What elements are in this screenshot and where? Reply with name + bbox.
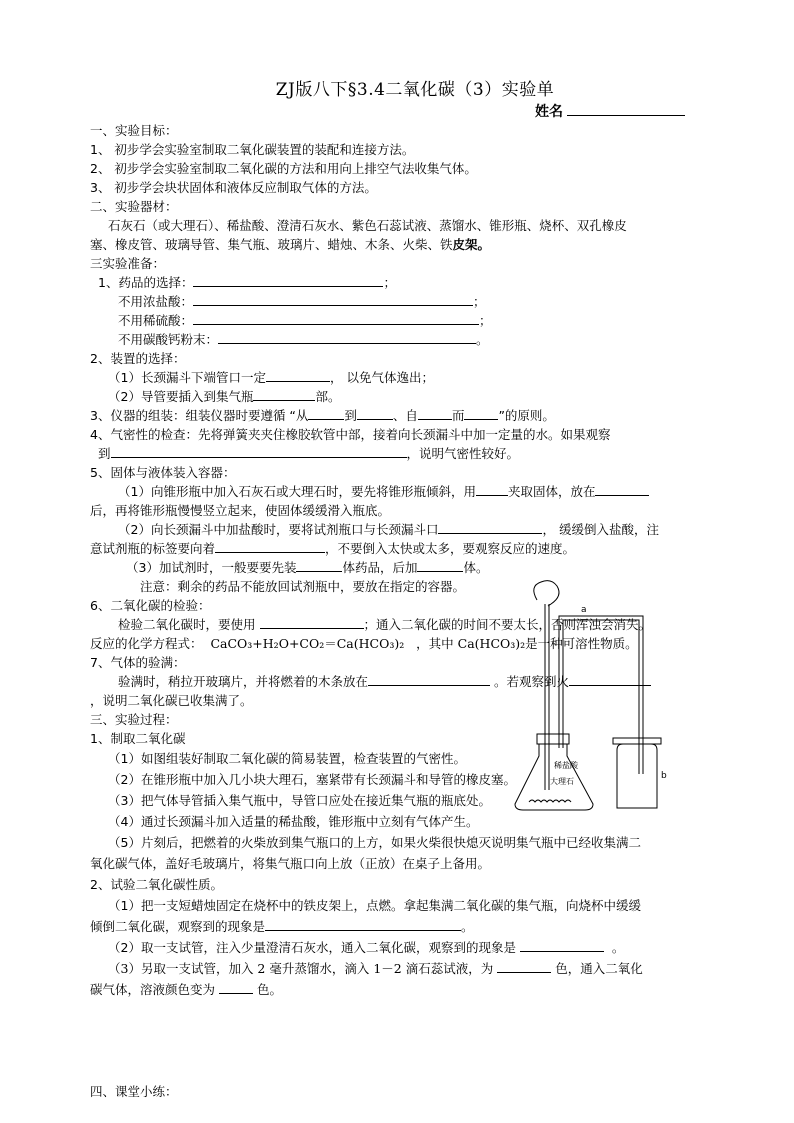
answer-blank[interactable]: [438, 520, 542, 534]
goal-item: 2、 初步学会实验室制取二氧化碳的方法和用向上排空气法收集气体。: [90, 161, 477, 176]
answer-blank[interactable]: [253, 387, 315, 401]
prep-full-2: ，说明二氧化碳已收集满了。: [90, 693, 253, 708]
prep-airtight-2: 到 ，说明气密性较好。: [98, 446, 520, 461]
section-prep-heading: 三实验准备：: [90, 256, 166, 271]
section-process-heading: 三、实验过程：: [90, 712, 178, 727]
answer-blank[interactable]: [595, 482, 649, 496]
prep-no-h2so4: 不用稀硫酸： ；: [118, 313, 492, 328]
answer-blank[interactable]: [218, 330, 476, 344]
section-practice-heading: 四、课堂小练：: [90, 1084, 178, 1099]
answer-blank[interactable]: [266, 368, 330, 382]
prep-apparatus-2: （2）导管要插入到集气瓶 部。: [108, 389, 341, 404]
section-goals-heading: 一、实验目标：: [90, 123, 178, 138]
answer-blank[interactable]: [418, 406, 452, 420]
process-step: （2）在锥形瓶中加入几小块大理石，塞紧带有长颈漏斗和导管的橡皮塞。: [108, 772, 516, 787]
equipment-line: 石灰石（或大理石）、稀盐酸、澄清石灰水、紫色石蕊试液、蒸馏水、锥形瓶、烧杯、双孔橡皮: [108, 218, 627, 233]
process-prop-3b: 碳气体，溶液颜色变为 色。: [90, 982, 282, 997]
answer-blank[interactable]: [219, 980, 253, 994]
equipment-line: 塞、橡皮管、玻璃导管、集气瓶、玻璃片、蜡烛、木条、火柴、铁皮架。: [90, 237, 491, 252]
apparatus-drawing: [515, 578, 665, 813]
name-blank[interactable]: [567, 103, 685, 116]
process-step: （1）如图组装好制取二氧化碳的简易装置，检查装置的气密性。: [108, 751, 466, 766]
funnel-top: [534, 581, 559, 606]
answer-blank[interactable]: [308, 406, 344, 420]
prep-loading-2b: 意试剂瓶的标签要向着 ，不要倒入太快或太多，要观察反应的速度。: [90, 541, 576, 556]
section-equipment-heading: 二、实验器材：: [90, 199, 178, 214]
answer-blank[interactable]: [417, 558, 463, 572]
prep-loading-label: 5、固体与液体装入容器：: [90, 465, 236, 480]
glass-plate: [613, 738, 661, 744]
prep-loading-1b: 后，再将锥形瓶慢慢竖立起来，使固体缓缓滑入瓶底。: [90, 503, 391, 518]
process-step: （4）通过长颈漏斗加入适量的稀盐酸，锥形瓶中立刻有气体产生。: [108, 814, 479, 829]
process-prop-1: （1）把一支短蜡烛固定在烧杯中的铁皮架上，点燃。拿起集满二氧化碳的集气瓶，向烧杯中缓缓: [108, 898, 641, 913]
answer-blank[interactable]: [193, 292, 473, 306]
prep-loading-3: （3）加试剂时，一般要要先装 体药品，后加 体。: [126, 560, 489, 575]
process-prop-2: （2）取一支试管，注入少量澄清石灰水，通入二氧化碳，观察到的现象是 。: [108, 940, 625, 955]
prep-loading-2: （2）向长颈漏斗中加盐酸时，要将试剂瓶口与长颈漏斗口 ， 缓缓倒入盐酸，注: [118, 522, 659, 537]
prep-apparatus-label: 2、装置的选择：: [90, 351, 186, 366]
goal-item: 3、 初步学会块状固体和液体反应制取气体的方法。: [90, 180, 377, 195]
goal-item: 1、 初步学会实验室制取二氧化碳装置的装配和连接方法。: [90, 142, 415, 157]
prep-full-1: 验满时，稍拉开玻璃片，并将燃着的木条放在 。若观察到火: [90, 672, 715, 691]
process-prop-3: （3）另取一支试管，加入 2 毫升蒸馏水，滴入 1－2 滴石蕊试液，为 色，通入二氧化: [108, 961, 643, 976]
gas-jar: [617, 744, 657, 808]
answer-blank[interactable]: [265, 917, 461, 931]
page-title: ZJ版八下§3.4二氧化碳（3）实验单: [275, 80, 555, 100]
name-field: [90, 101, 715, 121]
label-acid: 稀盐酸: [554, 761, 578, 770]
process-step: （5）片刻后，把燃着的火柴放到集气瓶口的上方，如果火柴很快熄灭说明集气瓶中已经收集满二: [108, 835, 641, 850]
prep-test-equation: 反应的化学方程式： CaCO₃+H₂O+CO₂＝Ca(HCO₃)₂ ，其中 Ca(HCO₃)₂是一种可溶性物质。: [90, 636, 638, 651]
answer-blank[interactable]: [368, 672, 490, 686]
prep-airtight-1: 4、气密性的检查：先将弹簧夹夹住橡胶软管中部，接着向长颈漏斗中加一定量的水。如果观察: [90, 427, 611, 442]
prep-test-label: 6、二氧化碳的检验：: [90, 598, 211, 613]
prep-apparatus-1: （1）长颈漏斗下端管口一定 ， 以免气体逸出；: [108, 370, 434, 385]
stopper: [537, 734, 569, 744]
answer-blank[interactable]: [193, 273, 383, 287]
answer-blank[interactable]: [520, 938, 604, 952]
answer-blank[interactable]: [260, 615, 364, 629]
answer-blank[interactable]: [215, 539, 325, 553]
prep-note: 注意：剩余的药品不能放回试剂瓶中，要放在指定的容器。: [140, 579, 466, 594]
prep-no-conc-hcl: 不用浓盐酸： ；: [118, 294, 486, 309]
prep-full-label: 7、气体的验满：: [90, 655, 186, 670]
answer-blank[interactable]: [476, 482, 508, 496]
process-props-label: 2、试验二氧化碳性质。: [90, 877, 223, 892]
prep-assembly: 3、仪器的组装：组装仪器时要遵循 “从 到 、自 而 ”的原则。: [90, 408, 555, 423]
answer-blank[interactable]: [357, 406, 393, 420]
delivery-tube: [559, 616, 643, 774]
answer-blank[interactable]: [111, 444, 407, 458]
label-marble: 大理石: [550, 777, 574, 786]
marble-pieces: [529, 800, 571, 802]
prep-loading-1: （1）向锥形瓶中加入石灰石或大理石时，要先将锥形瓶倾斜，用 夹取固体，放在: [90, 482, 715, 501]
prep-reagents: 1、药品的选择： ；: [98, 275, 396, 290]
prep-test-1: 检验二氧化碳时，要使用 ；通入二氧化碳的时间不要太长，否则浑浊会消失。: [118, 617, 652, 632]
process-make-label: 1、制取二氧化碳: [90, 731, 186, 746]
answer-blank[interactable]: [193, 311, 479, 325]
chemical-equation: CaCO₃+H₂O+CO₂＝Ca(HCO₃)₂: [210, 636, 405, 651]
label-b: b: [661, 771, 667, 781]
answer-blank[interactable]: [497, 959, 551, 973]
label-a: a: [581, 605, 587, 615]
answer-blank[interactable]: [296, 558, 342, 572]
process-step: （3）把气体导管插入集气瓶中，导管口应处在接近集气瓶的瓶底处。: [108, 793, 491, 808]
answer-blank[interactable]: [464, 406, 498, 420]
name-label: 姓名: [535, 104, 563, 120]
process-prop-1b: 倾倒二氧化碳，观察到的现象是 。: [90, 919, 474, 934]
prep-no-powder: 不用碳酸钙粉末： 。: [118, 332, 489, 347]
apparatus-diagram: [515, 578, 665, 813]
process-step-cont: 氧化碳气体，盖好毛玻璃片，将集气瓶口向上放（正放）在桌子上备用。: [90, 856, 491, 871]
